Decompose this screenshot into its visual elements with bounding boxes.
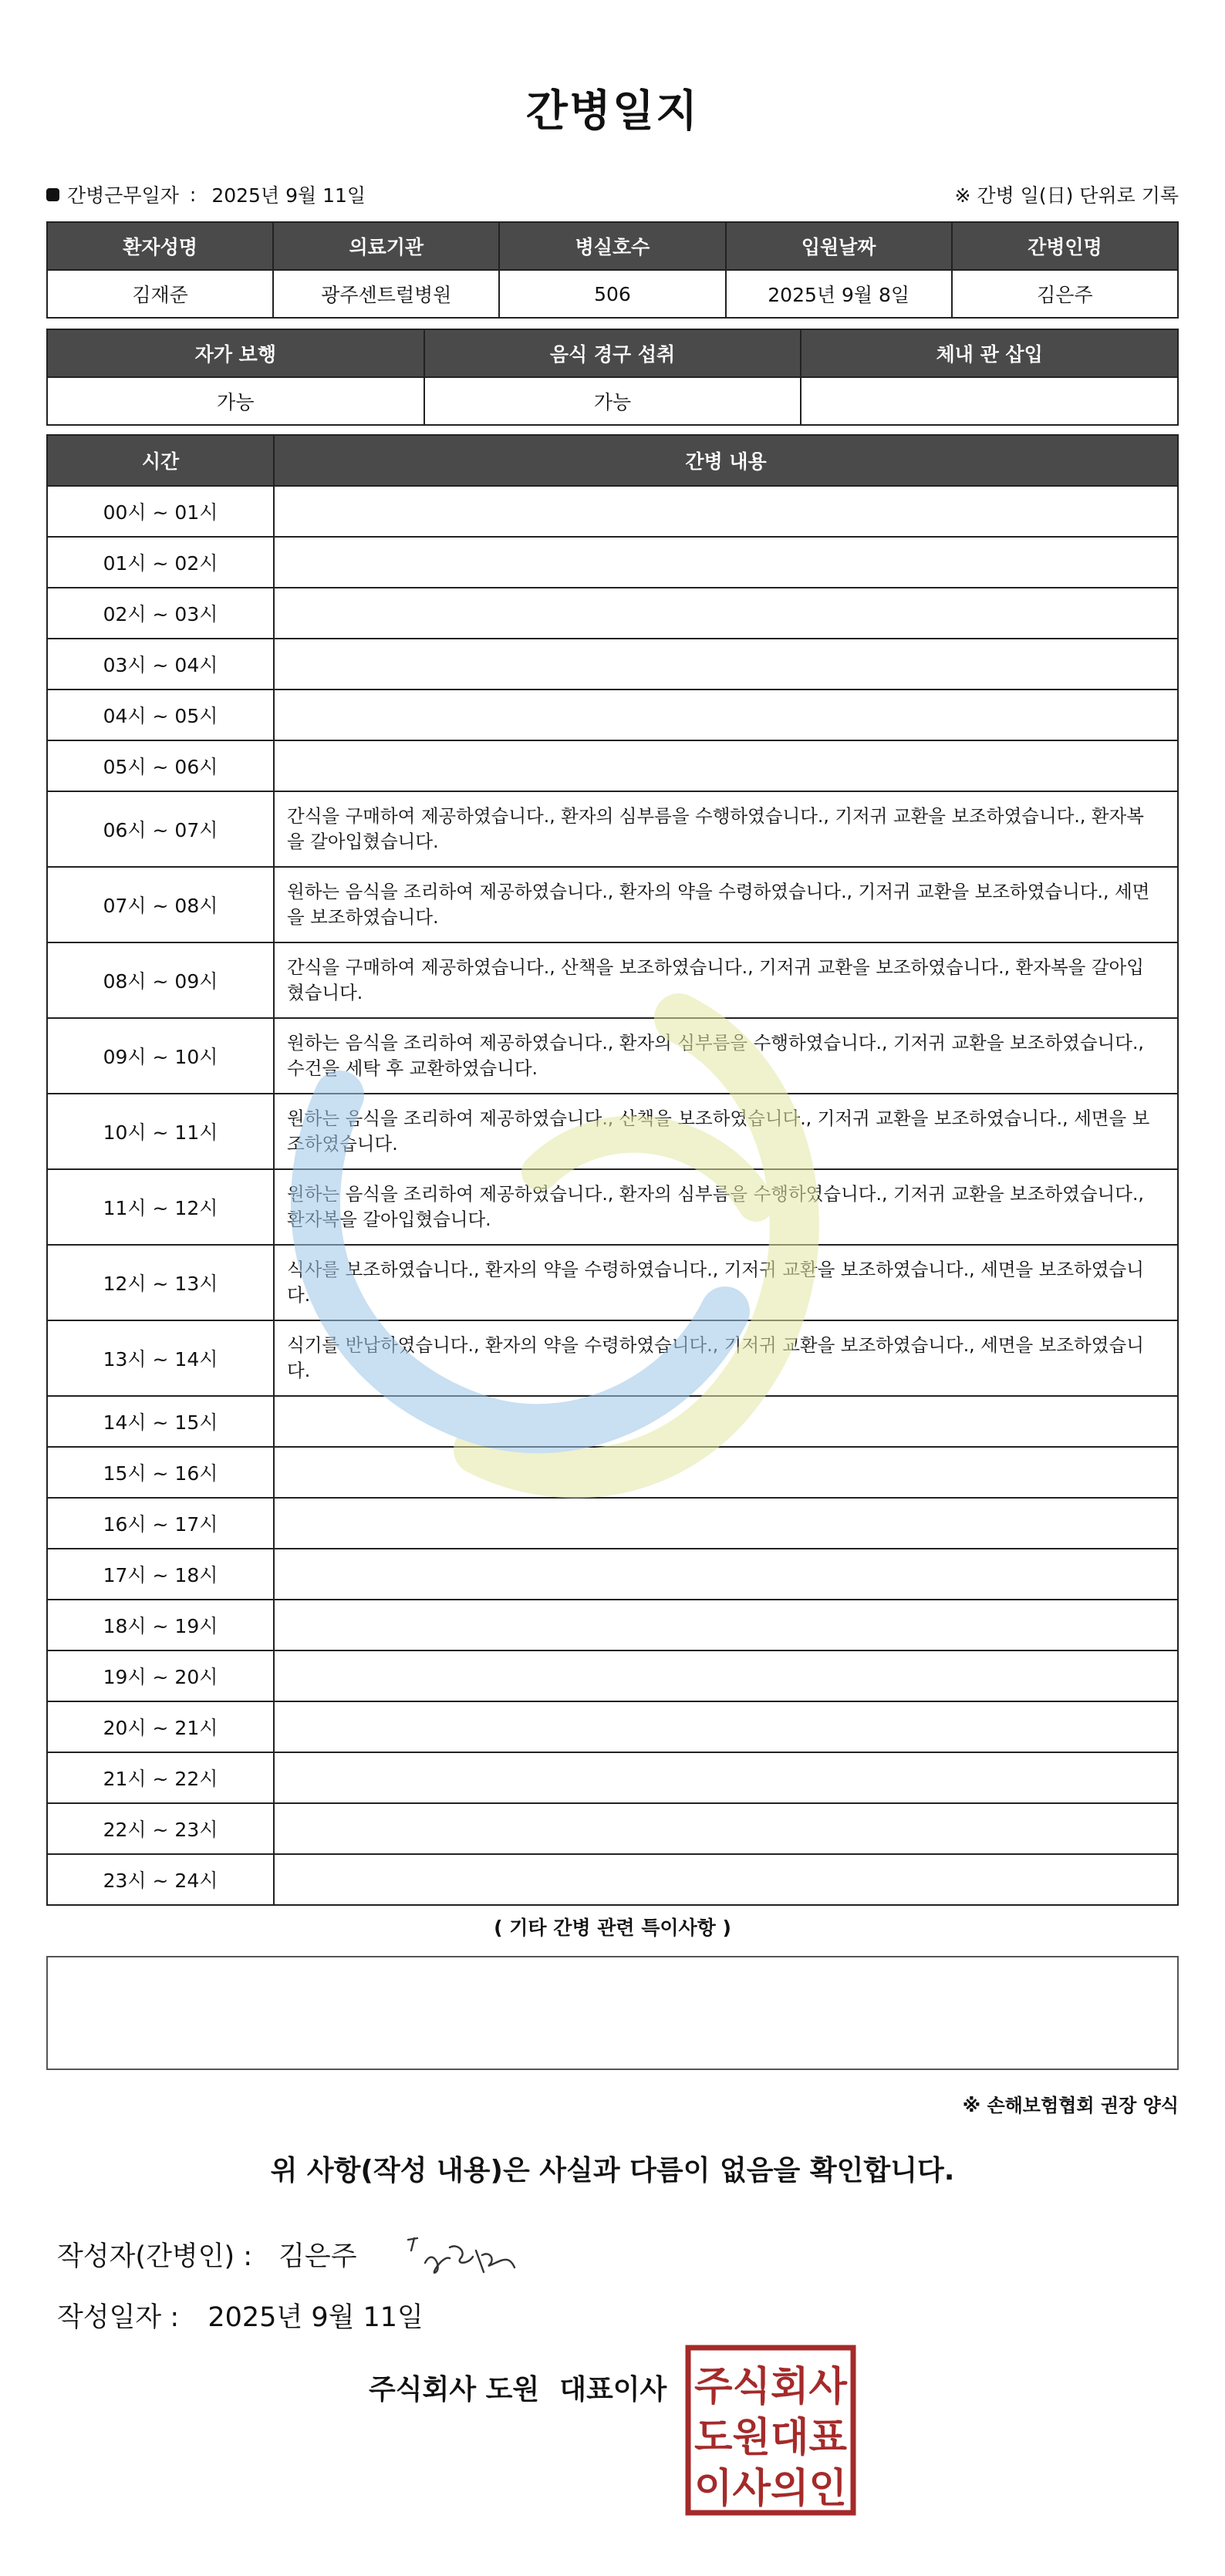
patient-status-header-row [47, 329, 1178, 377]
company-name: 주식회사 도원 [369, 2374, 540, 2406]
header-self-walking: 자가 보행 [47, 329, 424, 377]
log-content [274, 1650, 1178, 1701]
written-date-value: 2025년 9월 11일 [208, 2302, 424, 2333]
header-patient-name: 환자성명 [47, 222, 273, 270]
header-oral-intake: 음식 경구 섭취 [424, 329, 801, 377]
care-log-row [47, 740, 1178, 791]
work-date-separator: : [189, 183, 197, 206]
patient-info-header-row [47, 222, 1178, 270]
care-log-row [47, 1396, 1178, 1447]
header-room-number: 병실호수 [499, 222, 725, 270]
written-date-line [57, 2296, 424, 2335]
writer-name: 김은주 [278, 2241, 357, 2272]
header-admission-date: 입원날짜 [726, 222, 952, 270]
log-content: 간식을 구매하여 제공하였습니다., 환자의 심부름을 수행하였습니다., 기저귀 교환을 보조하였습니다., 환자복을 갈아입혔습니다. [274, 791, 1178, 867]
log-time: 15시 ~ 16시 [47, 1447, 274, 1498]
care-log-row [47, 1320, 1178, 1396]
log-content [274, 1752, 1178, 1803]
confirmation-statement: 위 사항(작성 내용)은 사실과 다름이 없음을 확인합니다. [270, 2155, 955, 2187]
header-tube-insertion: 체내 관 삽입 [801, 329, 1178, 377]
care-log-row [47, 1094, 1178, 1169]
care-log-row [47, 1650, 1178, 1701]
care-log-row [47, 1018, 1178, 1094]
signature-image [402, 2224, 525, 2284]
care-log-row [47, 1701, 1178, 1752]
log-time: 22시 ~ 23시 [47, 1803, 274, 1854]
admission-date: 2025년 9월 8일 [726, 270, 952, 318]
log-time: 13시 ~ 14시 [47, 1320, 274, 1396]
caregiver-name: 김은주 [952, 270, 1178, 318]
svg-text:도원대표: 도원대표 [694, 2415, 847, 2461]
log-content [274, 588, 1178, 639]
log-content: 원하는 음식을 조리하여 제공하였습니다., 환자의 약을 수령하였습니다., 기저귀 교환을 보조하였습니다., 세면을 보조하였습니다. [274, 867, 1178, 942]
care-log-row [47, 588, 1178, 639]
log-time: 17시 ~ 18시 [47, 1549, 274, 1600]
log-time: 02시 ~ 03시 [47, 588, 274, 639]
care-log-row [47, 942, 1178, 1018]
care-log-row [47, 791, 1178, 867]
room-number: 506 [499, 270, 725, 318]
care-log-header-row [47, 435, 1178, 486]
log-content [274, 639, 1178, 690]
svg-text:이사의인: 이사의인 [694, 2466, 847, 2512]
care-log-row [47, 1752, 1178, 1803]
log-time: 16시 ~ 17시 [47, 1498, 274, 1549]
unit-note: ※ 간병 일(日) 단위로 기록 [954, 184, 1179, 207]
log-time: 04시 ~ 05시 [47, 690, 274, 740]
log-content [274, 690, 1178, 740]
patient-status-value-row [47, 377, 1178, 425]
log-content: 식사를 보조하였습니다., 환자의 약을 수령하였습니다., 기저귀 교환을 보조하였습니다., 세면을 보조하였습니다. [274, 1245, 1178, 1320]
log-time: 14시 ~ 15시 [47, 1396, 274, 1447]
log-content [274, 1549, 1178, 1600]
oral-intake-value: 가능 [424, 377, 801, 425]
patient-info-value-row [47, 270, 1178, 318]
company-title: 대표이사 [559, 2374, 667, 2406]
log-time: 09시 ~ 10시 [47, 1018, 274, 1094]
log-content: 원하는 음식을 조리하여 제공하였습니다., 환자의 심부름을 수행하였습니다., 기저귀 교환을 보조하였습니다., 수건을 세탁 후 교환하였습니다. [274, 1018, 1178, 1094]
log-content: 식기를 반납하였습니다., 환자의 약을 수령하였습니다., 기저귀 교환을 보조하였습니다., 세면을 보조하였습니다. [274, 1320, 1178, 1396]
hospital-name: 광주센트럴병원 [273, 270, 499, 318]
log-time: 10시 ~ 11시 [47, 1094, 274, 1169]
log-time: 01시 ~ 02시 [47, 537, 274, 588]
log-content [274, 1447, 1178, 1498]
form-note: ※ 손해보험협회 권장 양식 [962, 2095, 1179, 2116]
header-care-content: 간병 내용 [274, 435, 1178, 486]
company-seal-image [685, 2345, 856, 2516]
work-date [46, 180, 366, 208]
care-log-row [47, 1245, 1178, 1320]
log-time: 20시 ~ 21시 [47, 1701, 274, 1752]
header-time: 시간 [47, 435, 274, 486]
log-time: 00시 ~ 01시 [47, 486, 274, 537]
care-log-row [47, 1169, 1178, 1245]
care-log-row [47, 1447, 1178, 1498]
care-log-row [47, 1498, 1178, 1549]
log-content [274, 1600, 1178, 1650]
log-content [274, 1701, 1178, 1752]
log-time: 23시 ~ 24시 [47, 1854, 274, 1905]
log-content: 원하는 음식을 조리하여 제공하였습니다., 산책을 보조하였습니다., 기저귀 교환을 보조하였습니다., 세면을 보조하였습니다. [274, 1094, 1178, 1169]
log-content [274, 1498, 1178, 1549]
log-time: 08시 ~ 09시 [47, 942, 274, 1018]
patient-name: 김재준 [47, 270, 273, 318]
care-log-row [47, 867, 1178, 942]
log-time: 06시 ~ 07시 [47, 791, 274, 867]
log-content [274, 1854, 1178, 1905]
care-log-row [47, 1854, 1178, 1905]
log-time: 03시 ~ 04시 [47, 639, 274, 690]
log-content [274, 1396, 1178, 1447]
self-walking-value: 가능 [47, 377, 424, 425]
page-title: 간병일지 [525, 86, 700, 137]
care-log-row [47, 486, 1178, 537]
patient-status-table [46, 329, 1179, 426]
care-log-row [47, 1549, 1178, 1600]
log-time: 05시 ~ 06시 [47, 740, 274, 791]
log-content [274, 537, 1178, 588]
tube-insertion-value [801, 377, 1178, 425]
written-date-label: 작성일자 : [57, 2302, 180, 2333]
log-content: 간식을 구매하여 제공하였습니다., 산책을 보조하였습니다., 기저귀 교환을 보조하였습니다., 환자복을 갈아입혔습니다. [274, 942, 1178, 1018]
log-time: 18시 ~ 19시 [47, 1600, 274, 1650]
writer-line [57, 2224, 525, 2284]
writer-label: 작성자(간병인) : [57, 2241, 253, 2272]
work-date-label: 간병근무일자 [67, 184, 179, 207]
log-time: 12시 ~ 13시 [47, 1245, 274, 1320]
log-content [274, 740, 1178, 791]
log-content: 원하는 음식을 조리하여 제공하였습니다., 환자의 심부름을 수행하였습니다., 기저귀 교환을 보조하였습니다., 환자복을 갈아입혔습니다. [274, 1169, 1178, 1245]
care-log-row [47, 537, 1178, 588]
patient-info-table [46, 221, 1179, 319]
notes-box [46, 1956, 1179, 2070]
company-line [369, 2368, 666, 2407]
log-content [274, 1803, 1178, 1854]
care-log-table [46, 434, 1179, 1906]
log-time: 07시 ~ 08시 [47, 867, 274, 942]
care-log-body [47, 486, 1178, 1905]
header-caregiver-name: 간병인명 [952, 222, 1178, 270]
care-log-row [47, 690, 1178, 740]
notes-heading: ( 기타 간병 관련 특이사항 ) [494, 1917, 731, 1939]
work-date-value: 2025년 9월 11일 [211, 184, 366, 207]
log-time: 11시 ~ 12시 [47, 1169, 274, 1245]
bullet-icon [46, 188, 59, 201]
log-time: 21시 ~ 22시 [47, 1752, 274, 1803]
log-time: 19시 ~ 20시 [47, 1650, 274, 1701]
care-log-row [47, 1803, 1178, 1854]
meta-row [46, 179, 1179, 210]
care-log-row [47, 639, 1178, 690]
header-hospital: 의료기관 [273, 222, 499, 270]
care-log-row [47, 1600, 1178, 1650]
svg-text:주식회사: 주식회사 [694, 2364, 848, 2410]
log-content [274, 486, 1178, 537]
